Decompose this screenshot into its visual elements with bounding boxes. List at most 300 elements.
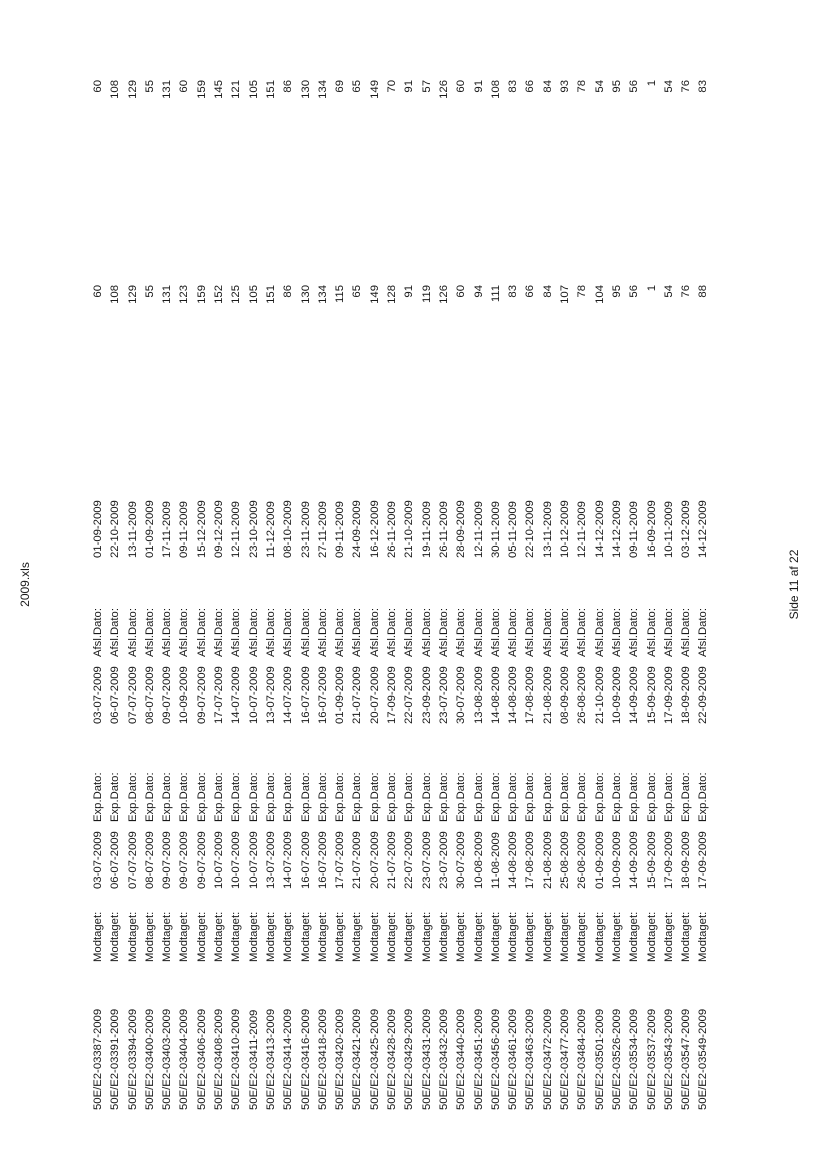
afsl-date-label: Afsl.Dato: [645,608,658,657]
exp-date-label: Exp.Dato: [559,772,572,822]
days-from-exp: 65 [351,80,364,93]
received-label: Modtaget: [455,911,468,962]
table-row [540,0,557,1169]
afsl-date-label: Afsl.Dato: [420,608,433,657]
days-from-exp: 126 [437,80,450,99]
afsl-date-label: Afsl.Dato: [437,608,450,657]
days-from-exp: 60 [92,80,104,93]
days-from-exp: 83 [507,80,520,93]
days-from-received: 134 [316,285,329,304]
case-number: 50E/E2-03387-2009 [92,1008,104,1110]
table-row [592,0,609,1169]
days-from-received: 125 [230,285,243,304]
days-from-exp: 134 [316,80,329,99]
afsl-date: 16-09-2009 [645,500,658,558]
exp-date: 15-09-2009 [645,666,658,724]
exp-date-label: Exp.Dato: [610,772,623,822]
exp-date: 08-07-2009 [143,666,156,724]
exp-date: 06-07-2009 [109,666,122,724]
afsl-date-label: Afsl.Dato: [351,608,364,657]
case-number: 50E/E2-03451-2009 [472,1008,485,1110]
days-from-exp: 129 [126,80,139,99]
afsl-date: 14-12-2009 [593,500,606,558]
case-number: 50E/E2-03428-2009 [386,1008,399,1110]
table-row [419,0,436,1169]
afsl-date: 30-11-2009 [489,501,502,558]
table-row [125,0,142,1169]
received-date: 09-07-2009 [161,831,174,889]
received-label: Modtaget: [126,911,139,962]
exp-date-label: Exp.Dato: [576,772,589,822]
afsl-date: 24-09-2009 [351,500,364,558]
afsl-date: 27-11-2009 [316,501,329,558]
days-from-received: 83 [507,285,520,298]
table-row [401,0,418,1169]
table-row [609,0,626,1169]
afsl-date-label: Afsl.Dato: [628,608,641,657]
table-row [367,0,384,1169]
case-number: 50E/E2-03406-2009 [195,1008,208,1110]
afsl-date-label: Afsl.Dato: [403,608,416,657]
case-number: 50E/E2-03463-2009 [524,1008,537,1110]
days-from-received: 88 [697,285,710,298]
afsl-date: 12-11-2009 [230,501,243,558]
table-row [280,0,297,1169]
afsl-date-label: Afsl.Dato: [109,608,122,657]
received-label: Modtaget: [524,911,537,962]
exp-date-label: Exp.Dato: [351,772,364,822]
received-label: Modtaget: [559,911,572,962]
page-number-footer: Side 11 af 22 [787,549,801,620]
exp-date: 01-09-2009 [334,666,347,724]
exp-date: 17-08-2009 [524,666,537,724]
exp-date: 13-07-2009 [264,666,277,724]
afsl-date: 12-11-2009 [472,501,485,558]
days-from-received: 60 [92,285,104,298]
exp-date: 13-08-2009 [472,666,485,724]
days-from-exp: 108 [489,80,502,99]
days-from-exp: 91 [472,80,485,93]
afsl-date-label: Afsl.Dato: [524,608,537,657]
case-number: 50E/E2-03456-2009 [489,1008,502,1110]
afsl-date-label: Afsl.Dato: [195,608,208,657]
days-from-exp: 69 [334,80,347,93]
exp-date: 17-09-2009 [386,666,399,724]
table-row [471,0,488,1169]
received-date: 25-08-2009 [559,831,572,889]
afsl-date: 11-12-2009 [264,501,277,558]
exp-date: 14-07-2009 [282,666,295,724]
file-name-header: 2009.xls [18,562,32,607]
received-label: Modtaget: [264,911,277,962]
exp-date-label: Exp.Dato: [524,772,537,822]
exp-date-label: Exp.Dato: [437,772,450,822]
afsl-date-label: Afsl.Dato: [316,608,329,657]
received-date: 10-07-2009 [247,831,260,889]
days-from-exp: 57 [420,80,433,93]
days-from-received: 152 [213,285,226,304]
exp-date-label: Exp.Dato: [334,772,347,822]
days-from-received: 1 [645,285,658,292]
exp-date-label: Exp.Dato: [264,772,277,822]
afsl-date-label: Afsl.Dato: [593,608,606,657]
exp-date: 23-07-2009 [437,666,450,724]
received-label: Modtaget: [247,911,260,962]
table-row [142,0,159,1169]
exp-date: 20-07-2009 [368,666,381,724]
exp-date: 22-09-2009 [697,666,710,724]
days-from-exp: 145 [213,80,226,99]
case-number: 50E/E2-03432-2009 [437,1008,450,1110]
days-from-exp: 1 [645,80,658,87]
days-from-received: 84 [541,285,554,298]
table-row [661,0,678,1169]
days-from-exp: 54 [593,80,606,93]
afsl-date-label: Afsl.Dato: [161,608,174,657]
afsl-date-label: Afsl.Dato: [472,608,485,657]
table-row [107,0,124,1169]
received-label: Modtaget: [299,911,312,962]
received-date: 14-08-2009 [507,831,520,889]
afsl-date-label: Afsl.Dato: [386,608,399,657]
afsl-date: 19-11-2009 [420,501,433,558]
days-from-exp: 78 [576,80,589,93]
exp-date: 23-09-2009 [420,666,433,724]
days-from-exp: 108 [109,80,122,99]
case-number: 50E/E2-03472-2009 [541,1008,554,1110]
days-from-exp: 76 [680,80,693,93]
exp-date: 17-09-2009 [662,666,675,724]
days-from-exp: 95 [610,80,623,93]
received-date: 16-07-2009 [299,831,312,889]
received-date: 17-09-2009 [697,831,710,889]
days-from-received: 94 [472,285,485,298]
case-number: 50E/E2-03425-2009 [368,1008,381,1110]
afsl-date-label: Afsl.Dato: [92,608,104,657]
received-label: Modtaget: [316,911,329,962]
exp-date-label: Exp.Dato: [368,772,381,822]
table-row [436,0,453,1169]
table-row [159,0,176,1169]
days-from-received: 115 [334,285,347,304]
received-date: 21-07-2009 [386,831,399,889]
received-date: 23-07-2009 [437,831,450,889]
received-label: Modtaget: [109,911,122,962]
afsl-date: 17-11-2009 [161,501,174,558]
received-date: 11-08-2009 [489,832,502,889]
case-number: 50E/E2-03404-2009 [178,1008,191,1110]
received-date: 08-07-2009 [143,831,156,889]
afsl-date: 23-11-2009 [299,501,312,558]
table-row [522,0,539,1169]
afsl-date: 10-11-2009 [662,501,675,558]
received-label: Modtaget: [420,911,433,962]
days-from-received: 126 [437,285,450,304]
table-row [644,0,661,1169]
table-row [263,0,280,1169]
exp-date-label: Exp.Dato: [109,772,122,822]
exp-date-label: Exp.Dato: [161,772,174,822]
case-number: 50E/E2-03429-2009 [403,1008,416,1110]
days-from-received: 95 [610,285,623,298]
days-from-received: 130 [299,285,312,304]
received-date: 10-08-2009 [472,831,485,889]
days-from-received: 55 [143,285,156,298]
exp-date: 21-07-2009 [351,666,364,724]
received-label: Modtaget: [541,911,554,962]
received-date: 18-09-2009 [680,831,693,889]
exp-date-label: Exp.Dato: [195,772,208,822]
afsl-date-label: Afsl.Dato: [282,608,295,657]
exp-date-label: Exp.Dato: [213,772,226,822]
received-label: Modtaget: [403,911,416,962]
case-number: 50E/E2-03413-2009 [264,1008,277,1110]
received-date: 09-07-2009 [178,831,191,889]
exp-date-label: Exp.Dato: [628,772,641,822]
afsl-date: 13-11-2009 [126,501,139,558]
exp-date-label: Exp.Dato: [247,772,260,822]
afsl-date: 09-11-2009 [334,501,347,558]
days-from-received: 108 [109,285,122,304]
received-label: Modtaget: [282,911,295,962]
case-number: 50E/E2-03414-2009 [282,1008,295,1110]
days-from-received: 76 [680,285,693,298]
received-label: Modtaget: [178,911,191,962]
days-from-exp: 60 [178,80,191,93]
days-from-received: 149 [368,285,381,304]
received-date: 10-07-2009 [213,831,226,889]
days-from-received: 151 [264,285,277,304]
exp-date: 10-07-2009 [247,666,260,724]
days-from-exp: 91 [403,80,416,93]
days-from-exp: 151 [264,80,277,99]
afsl-date: 01-09-2009 [92,500,104,558]
exp-date: 21-10-2009 [593,666,606,724]
received-date: 21-08-2009 [541,831,554,889]
received-label: Modtaget: [697,911,710,962]
received-date: 14-07-2009 [282,831,295,889]
exp-date-label: Exp.Dato: [230,772,243,822]
received-label: Modtaget: [489,911,502,962]
received-date: 17-08-2009 [524,831,537,889]
exp-date: 14-08-2009 [507,666,520,724]
afsl-date: 15-12-2009 [195,500,208,558]
days-from-received: 66 [524,285,537,298]
afsl-date-label: Afsl.Dato: [213,608,226,657]
case-number: 50E/E2-03501-2009 [593,1008,606,1110]
exp-date-label: Exp.Dato: [507,772,520,822]
afsl-date: 13-11-2009 [541,501,554,558]
afsl-date-label: Afsl.Dato: [662,608,675,657]
afsl-date-label: Afsl.Dato: [264,608,277,657]
exp-date-label: Exp.Dato: [420,772,433,822]
case-number: 50E/E2-03461-2009 [507,1008,520,1110]
table-row [574,0,591,1169]
afsl-date: 01-09-2009 [143,500,156,558]
exp-date: 14-07-2009 [230,666,243,724]
case-number: 50E/E2-03420-2009 [334,1008,347,1110]
afsl-date-label: Afsl.Dato: [576,608,589,657]
days-from-received: 119 [420,285,433,304]
received-label: Modtaget: [161,911,174,962]
exp-date: 16-07-2009 [316,666,329,724]
table-row [453,0,470,1169]
days-from-received: 129 [126,285,139,304]
afsl-date-label: Afsl.Dato: [247,608,260,657]
exp-date-label: Exp.Dato: [403,772,416,822]
exp-date: 22-07-2009 [403,666,416,724]
received-date: 21-07-2009 [351,831,364,889]
afsl-date: 23-10-2009 [247,500,260,558]
days-from-exp: 121 [230,80,243,99]
exp-date-label: Exp.Dato: [282,772,295,822]
exp-date-label: Exp.Dato: [126,772,139,822]
days-from-exp: 159 [195,80,208,99]
exp-date-label: Exp.Dato: [92,772,104,822]
days-from-received: 104 [593,285,606,304]
exp-date-label: Exp.Dato: [541,772,554,822]
afsl-date: 22-10-2009 [109,500,122,558]
table-row [349,0,366,1169]
exp-date-label: Exp.Dato: [143,772,156,822]
afsl-date-label: Afsl.Dato: [541,608,554,657]
afsl-date-label: Afsl.Dato: [455,608,468,657]
days-from-exp: 84 [541,80,554,93]
days-from-exp: 60 [455,80,468,93]
afsl-date-label: Afsl.Dato: [334,608,347,657]
afsl-date-label: Afsl.Dato: [143,608,156,657]
days-from-exp: 55 [143,80,156,93]
table-row [315,0,332,1169]
case-number: 50E/E2-03408-2009 [213,1008,226,1110]
case-number: 50E/E2-03549-2009 [697,1008,710,1110]
case-number: 50E/E2-03537-2009 [645,1008,658,1110]
exp-date-label: Exp.Dato: [472,772,485,822]
received-date: 10-07-2009 [230,831,243,889]
case-number: 50E/E2-03416-2009 [299,1008,312,1110]
afsl-date-label: Afsl.Dato: [299,608,312,657]
days-from-received: 159 [195,285,208,304]
received-label: Modtaget: [662,911,675,962]
case-number: 50E/E2-03440-2009 [455,1008,468,1110]
afsl-date-label: Afsl.Dato: [230,608,243,657]
received-date: 22-07-2009 [403,831,416,889]
received-label: Modtaget: [368,911,381,962]
exp-date: 10-09-2009 [610,666,623,724]
exp-date-label: Exp.Dato: [662,772,675,822]
received-date: 07-07-2009 [126,831,139,889]
afsl-date: 21-10-2009 [403,500,416,558]
case-number: 50E/E2-03431-2009 [420,1008,433,1110]
afsl-date: 14-12-2009 [610,500,623,558]
afsl-date: 09-11-2009 [178,501,191,558]
case-number: 50E/E2-03391-2009 [109,1008,122,1110]
days-from-exp: 70 [386,80,399,93]
received-label: Modtaget: [628,911,641,962]
exp-date: 09-07-2009 [195,666,208,724]
afsl-date-label: Afsl.Dato: [680,608,693,657]
exp-date-label: Exp.Dato: [316,772,329,822]
table-row [678,0,695,1169]
days-from-received: 78 [576,285,589,298]
afsl-date-label: Afsl.Dato: [368,608,381,657]
table-row [505,0,522,1169]
exp-date: 17-07-2009 [213,666,226,724]
afsl-date: 26-11-2009 [437,501,450,558]
received-date: 26-08-2009 [576,831,589,889]
table-row [90,0,107,1169]
days-from-exp: 86 [282,80,295,93]
exp-date: 30-07-2009 [455,666,468,724]
days-from-received: 107 [559,285,572,304]
case-number: 50E/E2-03547-2009 [680,1008,693,1110]
afsl-date: 14-12-2009 [697,500,710,558]
afsl-date-label: Afsl.Dato: [489,608,502,657]
afsl-date: 09-12-2009 [213,500,226,558]
afsl-date-label: Afsl.Dato: [178,608,191,657]
table-row [246,0,263,1169]
afsl-date: 09-11-2009 [628,501,641,558]
received-label: Modtaget: [334,911,347,962]
case-number: 50E/E2-03526-2009 [610,1008,623,1110]
case-number: 50E/E2-03394-2009 [126,1008,139,1110]
received-date: 30-07-2009 [455,831,468,889]
days-from-received: 105 [247,285,260,304]
exp-date: 26-08-2009 [576,666,589,724]
case-number: 50E/E2-03484-2009 [576,1008,589,1110]
received-date: 10-09-2009 [610,831,623,889]
exp-date: 21-08-2009 [541,666,554,724]
received-date: 09-07-2009 [195,831,208,889]
days-from-received: 123 [178,285,191,304]
received-date: 23-07-2009 [420,831,433,889]
afsl-date: 12-11-2009 [576,501,589,558]
received-date: 15-09-2009 [645,831,658,889]
received-label: Modtaget: [195,911,208,962]
afsl-date: 22-10-2009 [524,500,537,558]
afsl-date-label: Afsl.Dato: [697,608,710,657]
exp-date-label: Exp.Dato: [697,772,710,822]
received-label: Modtaget: [472,911,485,962]
days-from-received: 131 [161,285,174,304]
received-date: 01-09-2009 [593,831,606,889]
table-row [557,0,574,1169]
exp-date: 09-07-2009 [161,666,174,724]
table-row [332,0,349,1169]
days-from-exp: 130 [299,80,312,99]
days-from-exp: 66 [524,80,537,93]
received-date: 13-07-2009 [264,831,277,889]
received-label: Modtaget: [92,911,104,962]
exp-date: 08-09-2009 [559,666,572,724]
case-table [90,0,713,1169]
days-from-exp: 56 [628,80,641,93]
case-number: 50E/E2-03543-2009 [662,1008,675,1110]
case-number: 50E/E2-03403-2009 [161,1008,174,1110]
table-row [695,0,712,1169]
afsl-date: 03-12-2009 [680,500,693,558]
days-from-received: 56 [628,285,641,298]
received-label: Modtaget: [143,911,156,962]
afsl-date: 16-12-2009 [368,500,381,558]
afsl-date: 26-11-2009 [386,501,399,558]
received-date: 06-07-2009 [109,831,122,889]
received-date: 17-07-2009 [334,831,347,889]
exp-date-label: Exp.Dato: [299,772,312,822]
received-date: 03-07-2009 [92,831,104,889]
days-from-received: 60 [455,285,468,298]
table-row [194,0,211,1169]
